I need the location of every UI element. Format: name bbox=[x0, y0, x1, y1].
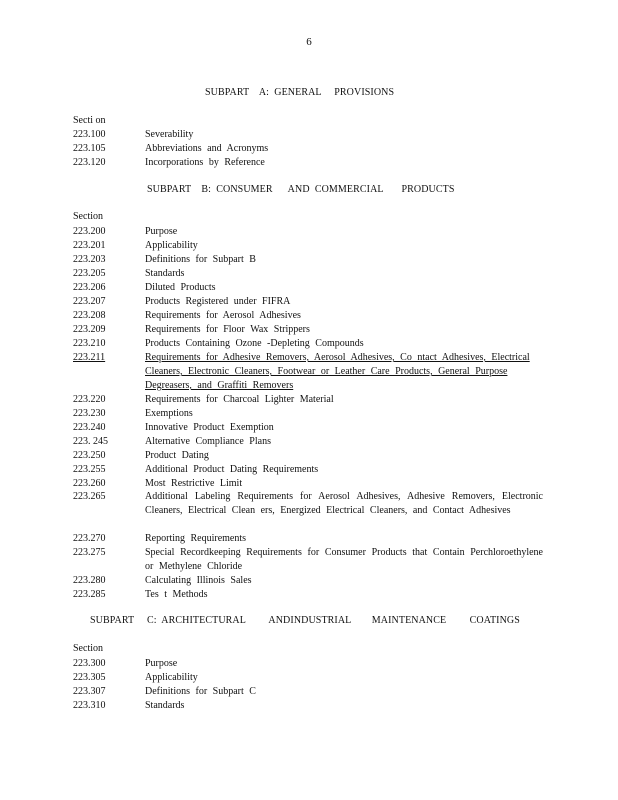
section-title: Purpose bbox=[145, 658, 178, 669]
section-title: Exemptions bbox=[145, 408, 193, 419]
toc-entry bbox=[73, 128, 543, 142]
section-number: 223.105 bbox=[73, 143, 106, 154]
toc-entry bbox=[73, 588, 543, 602]
section-number: 223.280 bbox=[73, 575, 106, 586]
section-number: 223.209 bbox=[73, 324, 106, 335]
section-title: Reporting Requirements bbox=[145, 533, 247, 544]
section-title: Products Registered under FIFRA bbox=[145, 296, 291, 307]
toc-entry bbox=[73, 421, 543, 435]
section-title: Special Recordkeeping Requirements for Consumer Products that Contain Perchloroethylene or Methylene Chloride bbox=[145, 547, 543, 572]
section-number: 223.220 bbox=[73, 394, 106, 405]
section-number: 223.250 bbox=[73, 450, 106, 461]
toc-entry bbox=[73, 546, 543, 574]
section-title: Applicability bbox=[145, 672, 198, 683]
toc-entry bbox=[73, 477, 543, 491]
toc-entry bbox=[73, 239, 543, 253]
section-title: Severability bbox=[145, 129, 194, 140]
section-number: 223.210 bbox=[73, 338, 106, 349]
toc-entry bbox=[73, 393, 543, 407]
subpart-c-section-label: Section bbox=[73, 643, 103, 654]
section-number: 223. 245 bbox=[73, 436, 108, 447]
section-title: Definitions for Subpart B bbox=[145, 254, 256, 265]
section-title: Standards bbox=[145, 700, 185, 711]
toc-entry bbox=[73, 309, 543, 323]
toc-entry bbox=[73, 490, 543, 518]
page-number: 6 bbox=[306, 36, 312, 48]
section-number: 223.200 bbox=[73, 226, 106, 237]
section-title: Abbreviations and Acronyms bbox=[145, 143, 269, 154]
section-number: 223.307 bbox=[73, 686, 106, 697]
toc-entry bbox=[73, 657, 543, 671]
subpart-c-heading: SUBPART C: ARCHITECTURAL ANDINDUSTRIAL MAINTENANCE COATINGS bbox=[90, 615, 520, 626]
section-title: Requirements for Adhesive Removers, Aerosol Adhesives, Co ntact Adhesives, Electrical Cleaners, Electronic Cleaners, Footwear or Leather Care Products, General Purpose Degreasers, and Graffiti Removers bbox=[145, 352, 530, 391]
section-number: 223.120 bbox=[73, 157, 106, 168]
toc-entry bbox=[73, 574, 543, 588]
section-title: Additional Labeling Requirements for Aerosol Adhesives, Adhesive Removers, Electronic Cleaners, Electrical Clean ers, Energized Electrical Cleaners, and Contact Adhesives bbox=[145, 491, 543, 516]
toc-entry bbox=[73, 449, 543, 463]
section-title: Most Restrictive Limit bbox=[145, 478, 243, 489]
subpart-b-heading: SUBPART B: CONSUMER AND COMMERCIAL PRODUCTS bbox=[147, 184, 455, 195]
section-number: 223.203 bbox=[73, 254, 106, 265]
toc-entry bbox=[73, 671, 543, 685]
toc-entry bbox=[73, 142, 543, 156]
section-number: 223.240 bbox=[73, 422, 106, 433]
section-number: 223.260 bbox=[73, 478, 106, 489]
section-title: Requirements for Floor Wax Strippers bbox=[145, 324, 310, 335]
section-number: 223.310 bbox=[73, 700, 106, 711]
section-number: 223.207 bbox=[73, 296, 106, 307]
section-number: 223.275 bbox=[73, 547, 106, 558]
section-number: 223.255 bbox=[73, 464, 106, 475]
section-title: Definitions for Subpart C bbox=[145, 686, 256, 697]
toc-entry bbox=[73, 225, 543, 239]
section-title: Applicability bbox=[145, 240, 198, 251]
toc-entry bbox=[73, 407, 543, 421]
toc-entry-amended bbox=[73, 351, 543, 393]
section-title: Additional Product Dating Requirements bbox=[145, 464, 319, 475]
section-number: 223.270 bbox=[73, 533, 106, 544]
section-number: 223.230 bbox=[73, 408, 106, 419]
section-title: Products Containing Ozone -Depleting Compounds bbox=[145, 338, 364, 349]
toc-entry bbox=[73, 156, 543, 170]
section-title: Calculating Illinois Sales bbox=[145, 575, 252, 586]
section-number: 223.208 bbox=[73, 310, 106, 321]
section-title: Incorporations by Reference bbox=[145, 157, 265, 168]
section-number: 223.265 bbox=[73, 491, 106, 502]
subpart-a-section-label: Secti on bbox=[73, 115, 106, 126]
section-title: Requirements for Charcoal Lighter Material bbox=[145, 394, 334, 405]
section-number: 223.285 bbox=[73, 589, 106, 600]
section-title: Product Dating bbox=[145, 450, 209, 461]
section-title: Innovative Product Exemption bbox=[145, 422, 274, 433]
toc-entry bbox=[73, 685, 543, 699]
toc-entry bbox=[73, 463, 543, 477]
section-number: 223.205 bbox=[73, 268, 106, 279]
subpart-a-heading: SUBPART A: GENERAL PROVISIONS bbox=[205, 87, 395, 98]
section-number: 223.211 bbox=[73, 352, 106, 363]
toc-entry bbox=[73, 281, 543, 295]
section-number: 223.100 bbox=[73, 129, 106, 140]
section-title: Diluted Products bbox=[145, 282, 216, 293]
toc-entry bbox=[73, 253, 543, 267]
toc-entry bbox=[73, 323, 543, 337]
section-number: 223.300 bbox=[73, 658, 106, 669]
section-title: Alternative Compliance Plans bbox=[145, 436, 271, 447]
section-title: Standards bbox=[145, 268, 185, 279]
toc-entry bbox=[73, 699, 543, 713]
section-number: 223.206 bbox=[73, 282, 106, 293]
section-title: Requirements for Aerosol Adhesives bbox=[145, 310, 301, 321]
section-title: Purpose bbox=[145, 226, 178, 237]
section-number: 223.201 bbox=[73, 240, 106, 251]
toc-entry bbox=[73, 435, 543, 449]
toc-entry bbox=[73, 295, 543, 309]
toc-entry bbox=[73, 337, 543, 351]
section-number: 223.305 bbox=[73, 672, 106, 683]
toc-entry bbox=[73, 532, 543, 546]
toc-entry bbox=[73, 267, 543, 281]
section-title: Tes t Methods bbox=[145, 589, 208, 600]
subpart-b-section-label: Section bbox=[73, 211, 103, 222]
